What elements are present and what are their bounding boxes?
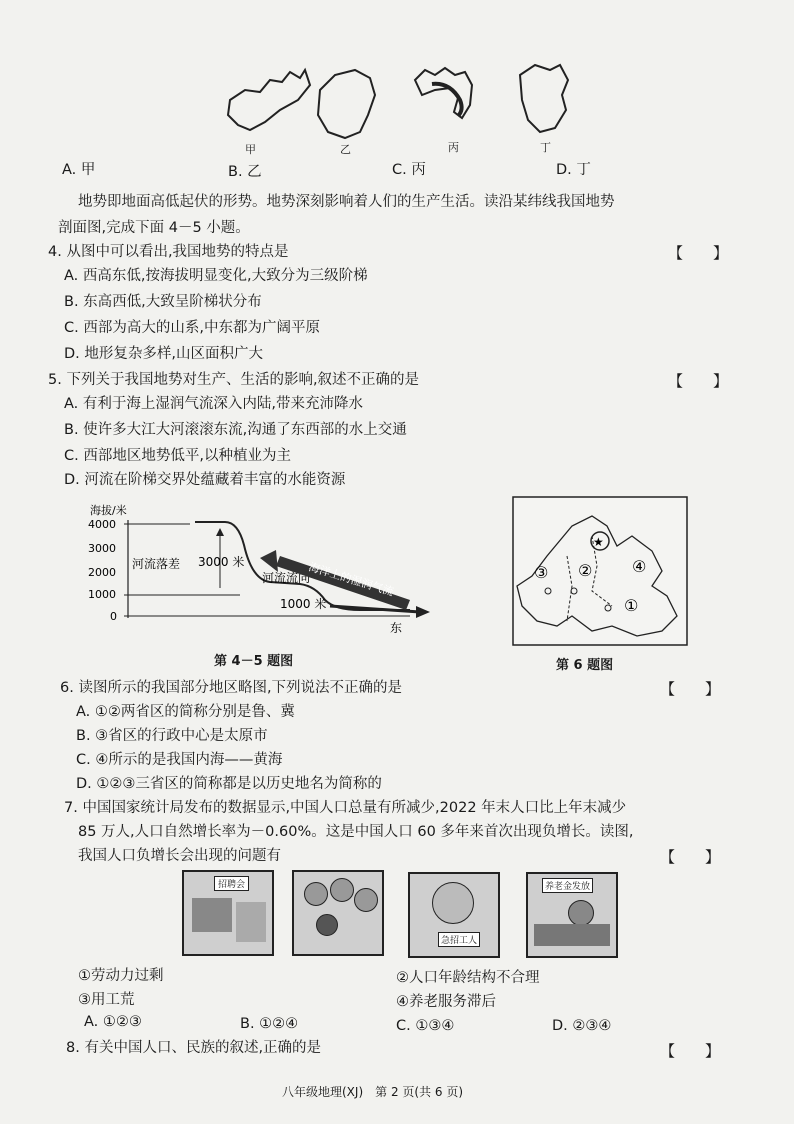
profile-flow-label: 河流流向 <box>262 571 311 585</box>
terrain-profile-figure <box>80 500 450 640</box>
q7-item-2: ②人口年龄结构不合理 <box>396 970 540 986</box>
q4-option-a[interactable]: A. 西高东低,按海拔明显变化,大致分为三级阶梯 <box>64 268 368 284</box>
q8-stem: 8. 有关中国人口、民族的叙述,正确的是 <box>66 1040 322 1056</box>
profile-drop-1000: 1000 米 <box>280 597 327 611</box>
q7-option-c[interactable]: C. ①③④ <box>396 1018 455 1034</box>
worker-sign: 急招工人 <box>438 932 480 947</box>
q4-option-c[interactable]: C. 西部为高大的山系,中东都为广阔平原 <box>64 320 320 336</box>
profile-tick-4000: 4000 <box>88 518 116 531</box>
shape-yi <box>318 70 375 138</box>
map-label-3: ③ <box>534 563 549 582</box>
q7-item-1: ①劳动力过剩 <box>78 968 164 984</box>
figure-caption-4-5: 第 4－5 题图 <box>214 654 294 669</box>
q6-option-c[interactable]: C. ④所示的是我国内海——黄海 <box>76 752 283 768</box>
q8-answer-bracket[interactable]: 【 】 <box>660 1042 721 1060</box>
pension-sign: 养老金发放 <box>542 878 593 893</box>
q7-item-3: ③用工荒 <box>78 992 135 1008</box>
profile-tick-1000: 1000 <box>88 588 116 601</box>
province-outlines <box>210 60 590 155</box>
q5-option-d[interactable]: D. 河流在阶梯交界处蕴藏着丰富的水能资源 <box>64 472 346 488</box>
shape-ding <box>520 65 568 132</box>
q4-option-b[interactable]: B. 东高西低,大致呈阶梯状分布 <box>64 294 262 310</box>
intro-line-2: 剖面图,完成下面 4－5 小题。 <box>58 220 250 236</box>
figure-caption-6: 第 6 题图 <box>556 658 614 673</box>
q7-option-d[interactable]: D. ②③④ <box>552 1018 612 1034</box>
profile-ylabel: 海拔/米 <box>90 504 127 517</box>
map-label-1: ① <box>624 596 639 615</box>
q7-answer-bracket[interactable]: 【 】 <box>660 848 721 866</box>
job-fair-sign: 招聘会 <box>214 876 249 891</box>
q5-option-a[interactable]: A. 有利于海上湿润气流深入内陆,带来充沛降水 <box>64 396 363 412</box>
q7-stem-line-2: 85 万人,人口自然增长率为－0.60%。这是中国人口 60 多年来首次出现负增长。读图, <box>78 824 634 840</box>
q6-option-a[interactable]: A. ①②两省区的简称分别是鲁、冀 <box>76 704 295 720</box>
q3-option-c[interactable]: C. 丙 <box>392 162 426 178</box>
q6-option-d[interactable]: D. ①②③三省区的简称都是以历史地名为简称的 <box>76 776 382 792</box>
map-label-2: ② <box>578 561 593 580</box>
profile-east-label: 东 <box>390 621 403 635</box>
shape-label-ding: 丁 <box>540 141 551 154</box>
q6-stem: 6. 读图所示的我国部分地区略图,下列说法不正确的是 <box>60 680 403 696</box>
profile-drop-label: 河流落差 <box>132 557 181 571</box>
q7-option-b[interactable]: B. ①②④ <box>240 1016 299 1032</box>
q7-option-a[interactable]: A. ①②③ <box>84 1014 142 1030</box>
profile-tick-2000: 2000 <box>88 566 116 579</box>
q7-stem-line-3: 我国人口负增长会出现的问题有 <box>78 848 281 864</box>
profile-drop-3000: 3000 米 <box>198 555 245 569</box>
profile-tick-0: 0 <box>110 610 117 623</box>
q7-item-4: ④养老服务滞后 <box>396 994 496 1010</box>
shape-label-jia: 甲 <box>245 143 256 156</box>
cartoon-elderly-family <box>292 870 384 956</box>
q6-option-b[interactable]: B. ③省区的行政中心是太原市 <box>76 728 268 744</box>
q4-answer-bracket[interactable]: 【 】 <box>668 244 729 262</box>
cartoon-pension-office <box>526 872 618 958</box>
shape-bing <box>415 68 472 118</box>
map-capital-star: ★ <box>593 535 604 549</box>
cartoon-worker-recruiting <box>408 872 500 958</box>
shape-jia <box>228 70 310 130</box>
q3-option-a[interactable]: A. 甲 <box>62 162 96 178</box>
region-map-figure <box>512 496 688 646</box>
q4-option-d[interactable]: D. 地形复杂多样,山区面积广大 <box>64 346 263 362</box>
intro-line-1: 地势即地面高低起伏的形势。地势深刻影响着人们的生产生活。读沿某纬线我国地势 <box>78 194 615 210</box>
q5-option-c[interactable]: C. 西部地区地势低平,以种植业为主 <box>64 448 291 464</box>
q3-option-d[interactable]: D. 丁 <box>556 162 591 178</box>
map-label-4: ④ <box>632 557 647 576</box>
shape-label-bing: 丙 <box>448 141 459 154</box>
page-footer: 八年级地理(XJ) 第 2 页(共 6 页) <box>282 1085 464 1099</box>
q4-stem: 4. 从图中可以看出,我国地势的特点是 <box>48 244 289 260</box>
q5-option-b[interactable]: B. 使许多大江大河滚滚东流,沟通了东西部的水上交通 <box>64 422 407 438</box>
q5-answer-bracket[interactable]: 【 】 <box>668 372 729 390</box>
shape-label-yi: 乙 <box>340 143 351 156</box>
q5-stem: 5. 下列关于我国地势对生产、生活的影响,叙述不正确的是 <box>48 372 420 388</box>
profile-tick-3000: 3000 <box>88 542 116 555</box>
profile-airflow-label: 海洋上的湿润气流 <box>307 560 396 599</box>
q3-option-b[interactable]: B. 乙 <box>228 164 262 180</box>
cartoon-job-fair <box>182 870 274 956</box>
q7-stem-line-1: 7. 中国国家统计局发布的数据显示,中国人口总量有所减少,2022 年末人口比上年末减少 <box>64 800 627 816</box>
q6-answer-bracket[interactable]: 【 】 <box>660 680 721 698</box>
